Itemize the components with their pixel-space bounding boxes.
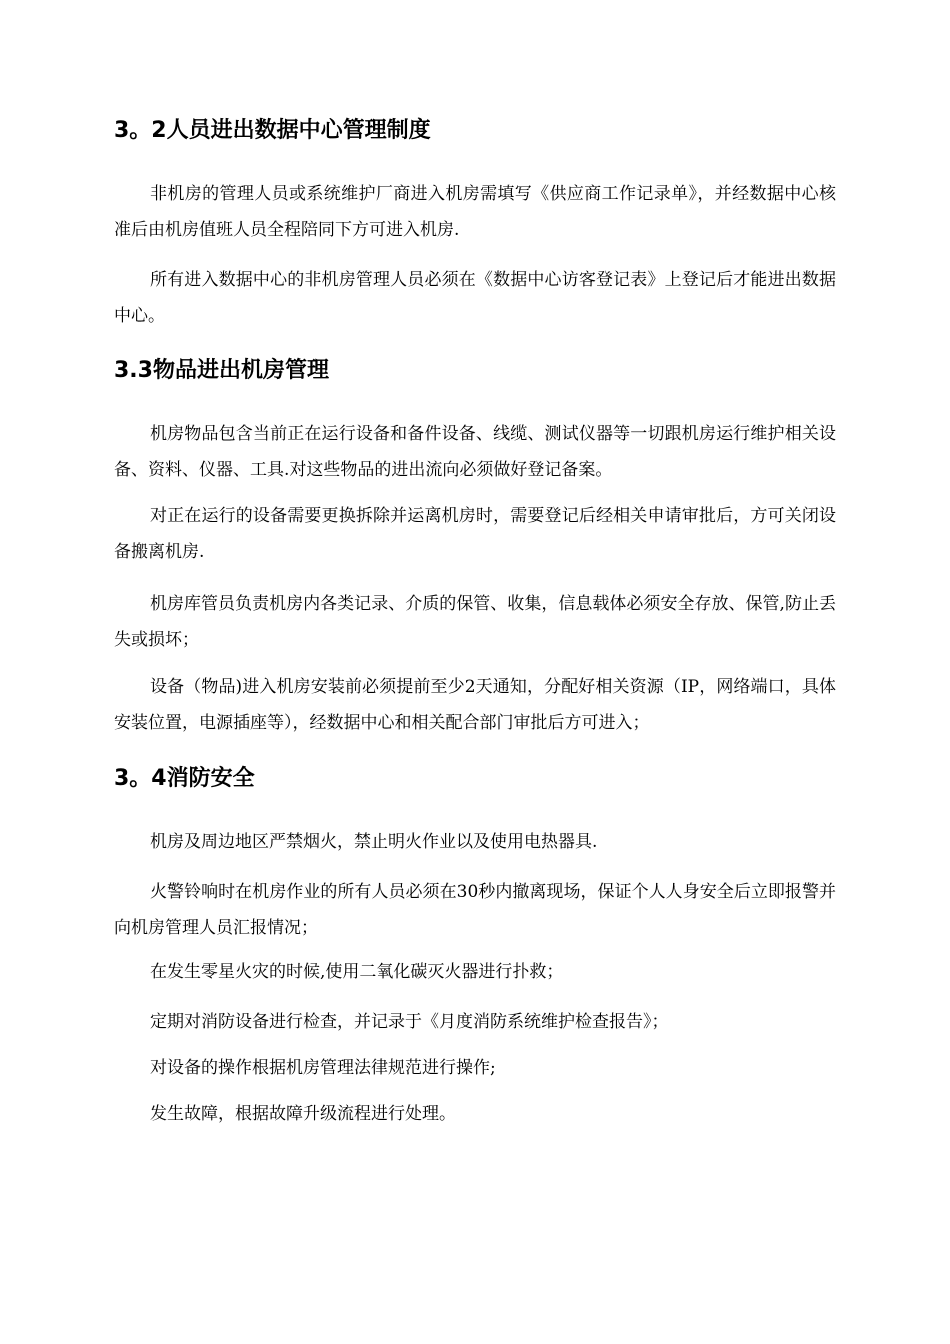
section-heading-3-3: 3.3物品进出机房管理 [114, 358, 329, 383]
paragraph: 在发生零星火灾的时候,使用二氧化碳灭火器进行扑救； [150, 962, 564, 982]
paragraph: 机房及周边地区严禁烟火，禁止明火作业以及使用电热器具. [150, 832, 598, 852]
paragraph: 非机房的管理人员或系统维护厂商进入机房需填写《供应商工作记录单》，并经数据中心核准后由机房值班人员全程陪同下方可进入机房. [114, 184, 836, 240]
paragraph: 机房库管员负责机房内各类记录、介质的保管、收集，信息载体必须安全存放、保管,防止丢失或损坏； [114, 594, 836, 650]
paragraph: 机房物品包含当前正在运行设备和备件设备、线缆、测试仪器等一切跟机房运行维护相关设备、资料、仪器、工具.对这些物品的进出流向必须做好登记备案。 [114, 424, 836, 480]
section-heading-3-4: 3。4消防安全 [114, 766, 255, 791]
paragraph: 设备（物品)进入机房安装前必须提前至少2天通知，分配好相关资源（IP，网络端口，具体安装位置，电源插座等），经数据中心和相关配合部门审批后方可进入； [114, 677, 836, 733]
section-heading-3-2: 3。2人员进出数据中心管理制度 [114, 118, 431, 143]
paragraph: 对正在运行的设备需要更换拆除并运离机房时，需要登记后经相关申请审批后，方可关闭设备搬离机房. [114, 506, 836, 562]
paragraph: 火警铃响时在机房作业的所有人员必须在30秒内撤离现场，保证个人人身安全后立即报警并向机房管理人员汇报情况； [114, 882, 836, 938]
paragraph: 所有进入数据中心的非机房管理人员必须在《数据中心访客登记表》上登记后才能进出数据中心。 [114, 270, 836, 326]
paragraph: 对设备的操作根据机房管理法律规范进行操作; [150, 1058, 496, 1078]
paragraph: 发生故障，根据故障升级流程进行处理。 [150, 1104, 456, 1124]
paragraph: 定期对消防设备进行检查，并记录于《月度消防系统维护检查报告》； [150, 1012, 669, 1032]
